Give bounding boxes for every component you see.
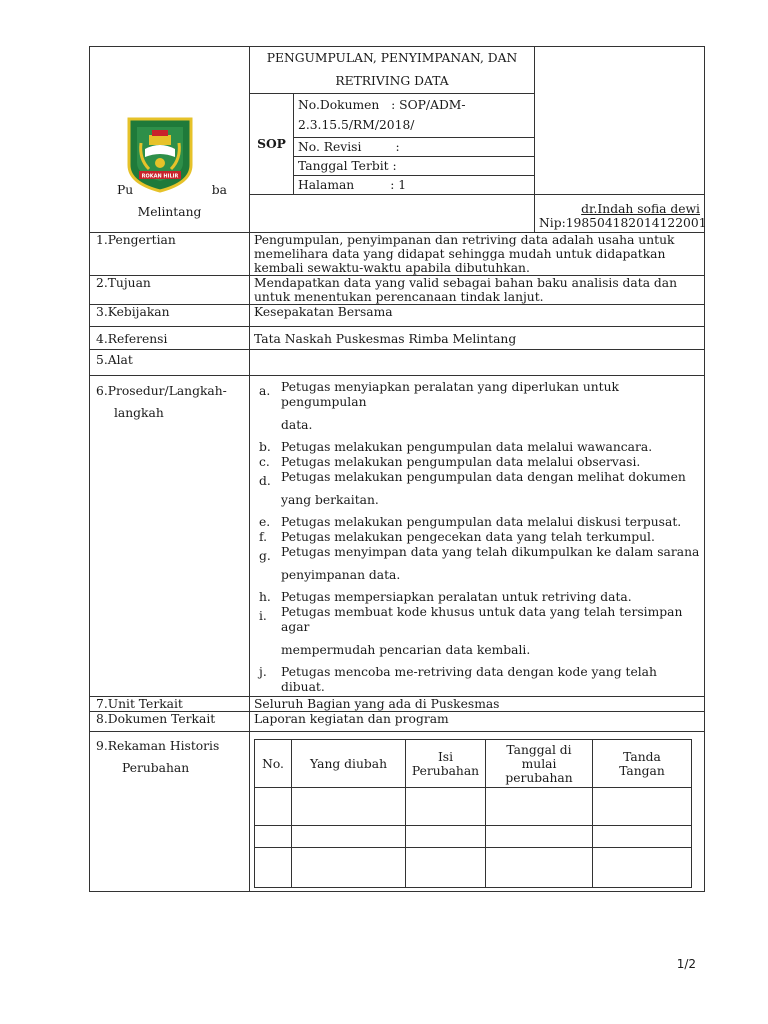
- kebijakan-value: Kesepakatan Bersama: [250, 305, 705, 327]
- step-text: Petugas melakukan pengumpulan data melalui observasi.: [281, 455, 641, 469]
- pengertian-line: kembali sewaktu-waktu apabila dibutuhkan.: [254, 261, 530, 275]
- prosedur-label-line-2: langkah: [114, 406, 164, 420]
- step-text: Petugas membuat kode khusus untuk data yang telah tersimpan agar: [281, 605, 683, 634]
- rekaman-content: [250, 732, 705, 892]
- doc-number-cont: 2.3.15.5/RM/2018/: [298, 118, 415, 132]
- prosedur-step: [254, 440, 700, 455]
- history-row: [255, 848, 692, 888]
- col-tgl-line-2: mulai: [521, 756, 557, 771]
- dokumen-terkait-label: 8.Dokumen Terkait: [90, 712, 250, 732]
- rekaman-label-line-1: 9.Rekaman Historis: [96, 739, 220, 753]
- revision-value: :: [395, 140, 400, 154]
- step-text-cont: penyimpanan data.: [281, 568, 401, 582]
- page-field: [294, 176, 534, 195]
- logo-ribbon-text: ROKAN HILIR: [141, 173, 179, 180]
- col-tanggal-mulai: [486, 740, 593, 788]
- pengertian-label: 1.Pengertian: [90, 233, 250, 276]
- step-marker: g.: [259, 549, 271, 563]
- col-tgl-line-1: Tanggal di: [506, 742, 572, 757]
- col-isi-line-1: Isi: [437, 749, 454, 764]
- prosedur-label-line-1: 6.Prosedur/Langkah-: [96, 384, 227, 398]
- signer-name: dr.Indah sofia dewi: [581, 201, 700, 216]
- step-text: Petugas melakukan pengecekan data yang telah terkumpul.: [281, 530, 655, 544]
- tujuan-label: 2.Tujuan: [90, 276, 250, 305]
- col-tgl-line-3: perubahan: [505, 770, 573, 785]
- document-title: [250, 47, 535, 94]
- prosedur-step: [254, 515, 700, 530]
- history-row: [255, 826, 692, 848]
- col-tanda-line-2: Tangan: [619, 763, 665, 778]
- alat-value: [250, 350, 705, 376]
- rokan-hilir-logo-icon: [125, 113, 195, 193]
- title-line-1: PENGUMPULAN, PENYIMPANAN, DAN: [266, 51, 518, 65]
- step-marker: f.: [259, 530, 268, 544]
- referensi-value: Tata Naskah Puskesmas Rimba Melintang: [250, 327, 705, 350]
- title-line-2: RETRIVING DATA: [335, 74, 449, 88]
- prosedur-label: [90, 376, 250, 697]
- page-value: : 1: [390, 178, 407, 192]
- step-text: Petugas mencoba me-retriving data dengan kode yang telah dibuat.: [281, 665, 657, 694]
- puskesmas-name-bottom: Melintang: [137, 205, 202, 219]
- tujuan-content: [250, 276, 705, 305]
- referensi-label: 4.Referensi: [90, 327, 250, 350]
- alat-label: 5.Alat: [90, 350, 250, 376]
- issue-date-label: Tanggal Terbit :: [298, 159, 397, 173]
- signer-nip: Nip:198504182014122001: [539, 215, 707, 230]
- issue-date-field: [294, 157, 534, 176]
- step-marker: h.: [259, 590, 271, 604]
- prosedur-step: [254, 605, 700, 665]
- prosedur-step: [254, 380, 700, 440]
- signature-block: [535, 195, 705, 233]
- prosedur-steps: [254, 380, 700, 695]
- step-text: Petugas menyiapkan peralatan yang diperlukan untuk pengumpulan: [281, 380, 619, 409]
- header-blank-cell: [535, 47, 705, 195]
- tujuan-line: untuk menentukan perencanaan tindak lanjut.: [254, 290, 544, 304]
- sop-table: [89, 46, 705, 892]
- doc-number-value: : SOP/ADM-: [391, 98, 466, 112]
- step-text: Petugas melakukan pengumpulan data dengan melihat dokumen: [281, 470, 686, 484]
- revision-label: No. Revisi: [298, 140, 362, 154]
- prosedur-step: [254, 665, 700, 695]
- puskesmas-name-left: Pu: [117, 183, 134, 197]
- step-text: Petugas melakukan pengumpulan data melalui wawancara.: [281, 440, 653, 454]
- col-isi-perubahan: [406, 740, 486, 788]
- prosedur-content: [250, 376, 705, 697]
- step-marker: d.: [259, 474, 271, 488]
- pengertian-content: [250, 233, 705, 276]
- revision-field: [294, 138, 534, 157]
- step-marker: i.: [259, 609, 267, 623]
- rekaman-label: [90, 732, 250, 892]
- pengertian-line: memelihara data yang didapat sehingga mudah untuk didapatkan: [254, 247, 666, 261]
- prosedur-step: [254, 470, 700, 515]
- page-number: 1/2: [676, 957, 696, 971]
- rekaman-label-line-2: Perubahan: [122, 761, 190, 775]
- puskesmas-name-right: ba: [211, 183, 227, 197]
- logo-cell: [90, 47, 250, 233]
- history-table: [254, 739, 692, 888]
- step-text-cont: yang berkaitan.: [281, 493, 379, 507]
- col-yang-diubah: Yang diubah: [292, 740, 406, 788]
- unit-terkait-value: Seluruh Bagian yang ada di Puskesmas: [250, 697, 705, 712]
- document-meta: [294, 94, 535, 195]
- col-tanda-tangan: [593, 740, 692, 788]
- step-marker: c.: [259, 455, 270, 469]
- step-marker: b.: [259, 440, 271, 454]
- sop-label: SOP: [250, 94, 294, 195]
- history-header-row: [255, 740, 692, 788]
- page-label: Halaman: [298, 178, 355, 192]
- unit-terkait-label: 7.Unit Terkait: [90, 697, 250, 712]
- step-marker: j.: [259, 665, 267, 679]
- pengertian-line: Pengumpulan, penyimpanan dan retriving data adalah usaha untuk: [254, 233, 675, 247]
- prosedur-step: [254, 545, 700, 590]
- col-no: No.: [255, 740, 292, 788]
- dokumen-terkait-value: Laporan kegiatan dan program: [250, 712, 705, 732]
- doc-number-field: [294, 94, 534, 138]
- step-text: Petugas melakukan pengumpulan data melalui diskusi terpusat.: [281, 515, 682, 529]
- step-text-cont: data.: [281, 418, 313, 432]
- kebijakan-label: 3.Kebijakan: [90, 305, 250, 327]
- history-row: [255, 788, 692, 826]
- step-marker: e.: [259, 515, 271, 529]
- step-text: Petugas menyimpan data yang telah dikumpulkan ke dalam sarana: [281, 545, 700, 559]
- prosedur-step: [254, 455, 700, 470]
- col-tanda-line-1: Tanda: [623, 749, 661, 764]
- doc-number-label: No.Dokumen: [298, 98, 380, 112]
- step-text-cont: mempermudah pencarian data kembali.: [281, 643, 531, 657]
- prosedur-step: [254, 590, 700, 605]
- step-marker: a.: [259, 384, 271, 398]
- header-blank-middle: [250, 195, 535, 233]
- prosedur-step: [254, 530, 700, 545]
- tujuan-line: Mendapatkan data yang valid sebagai bahan baku analisis data dan: [254, 276, 678, 290]
- col-isi-line-2: Perubahan: [411, 763, 480, 778]
- step-text: Petugas mempersiapkan peralatan untuk retriving data.: [281, 590, 632, 604]
